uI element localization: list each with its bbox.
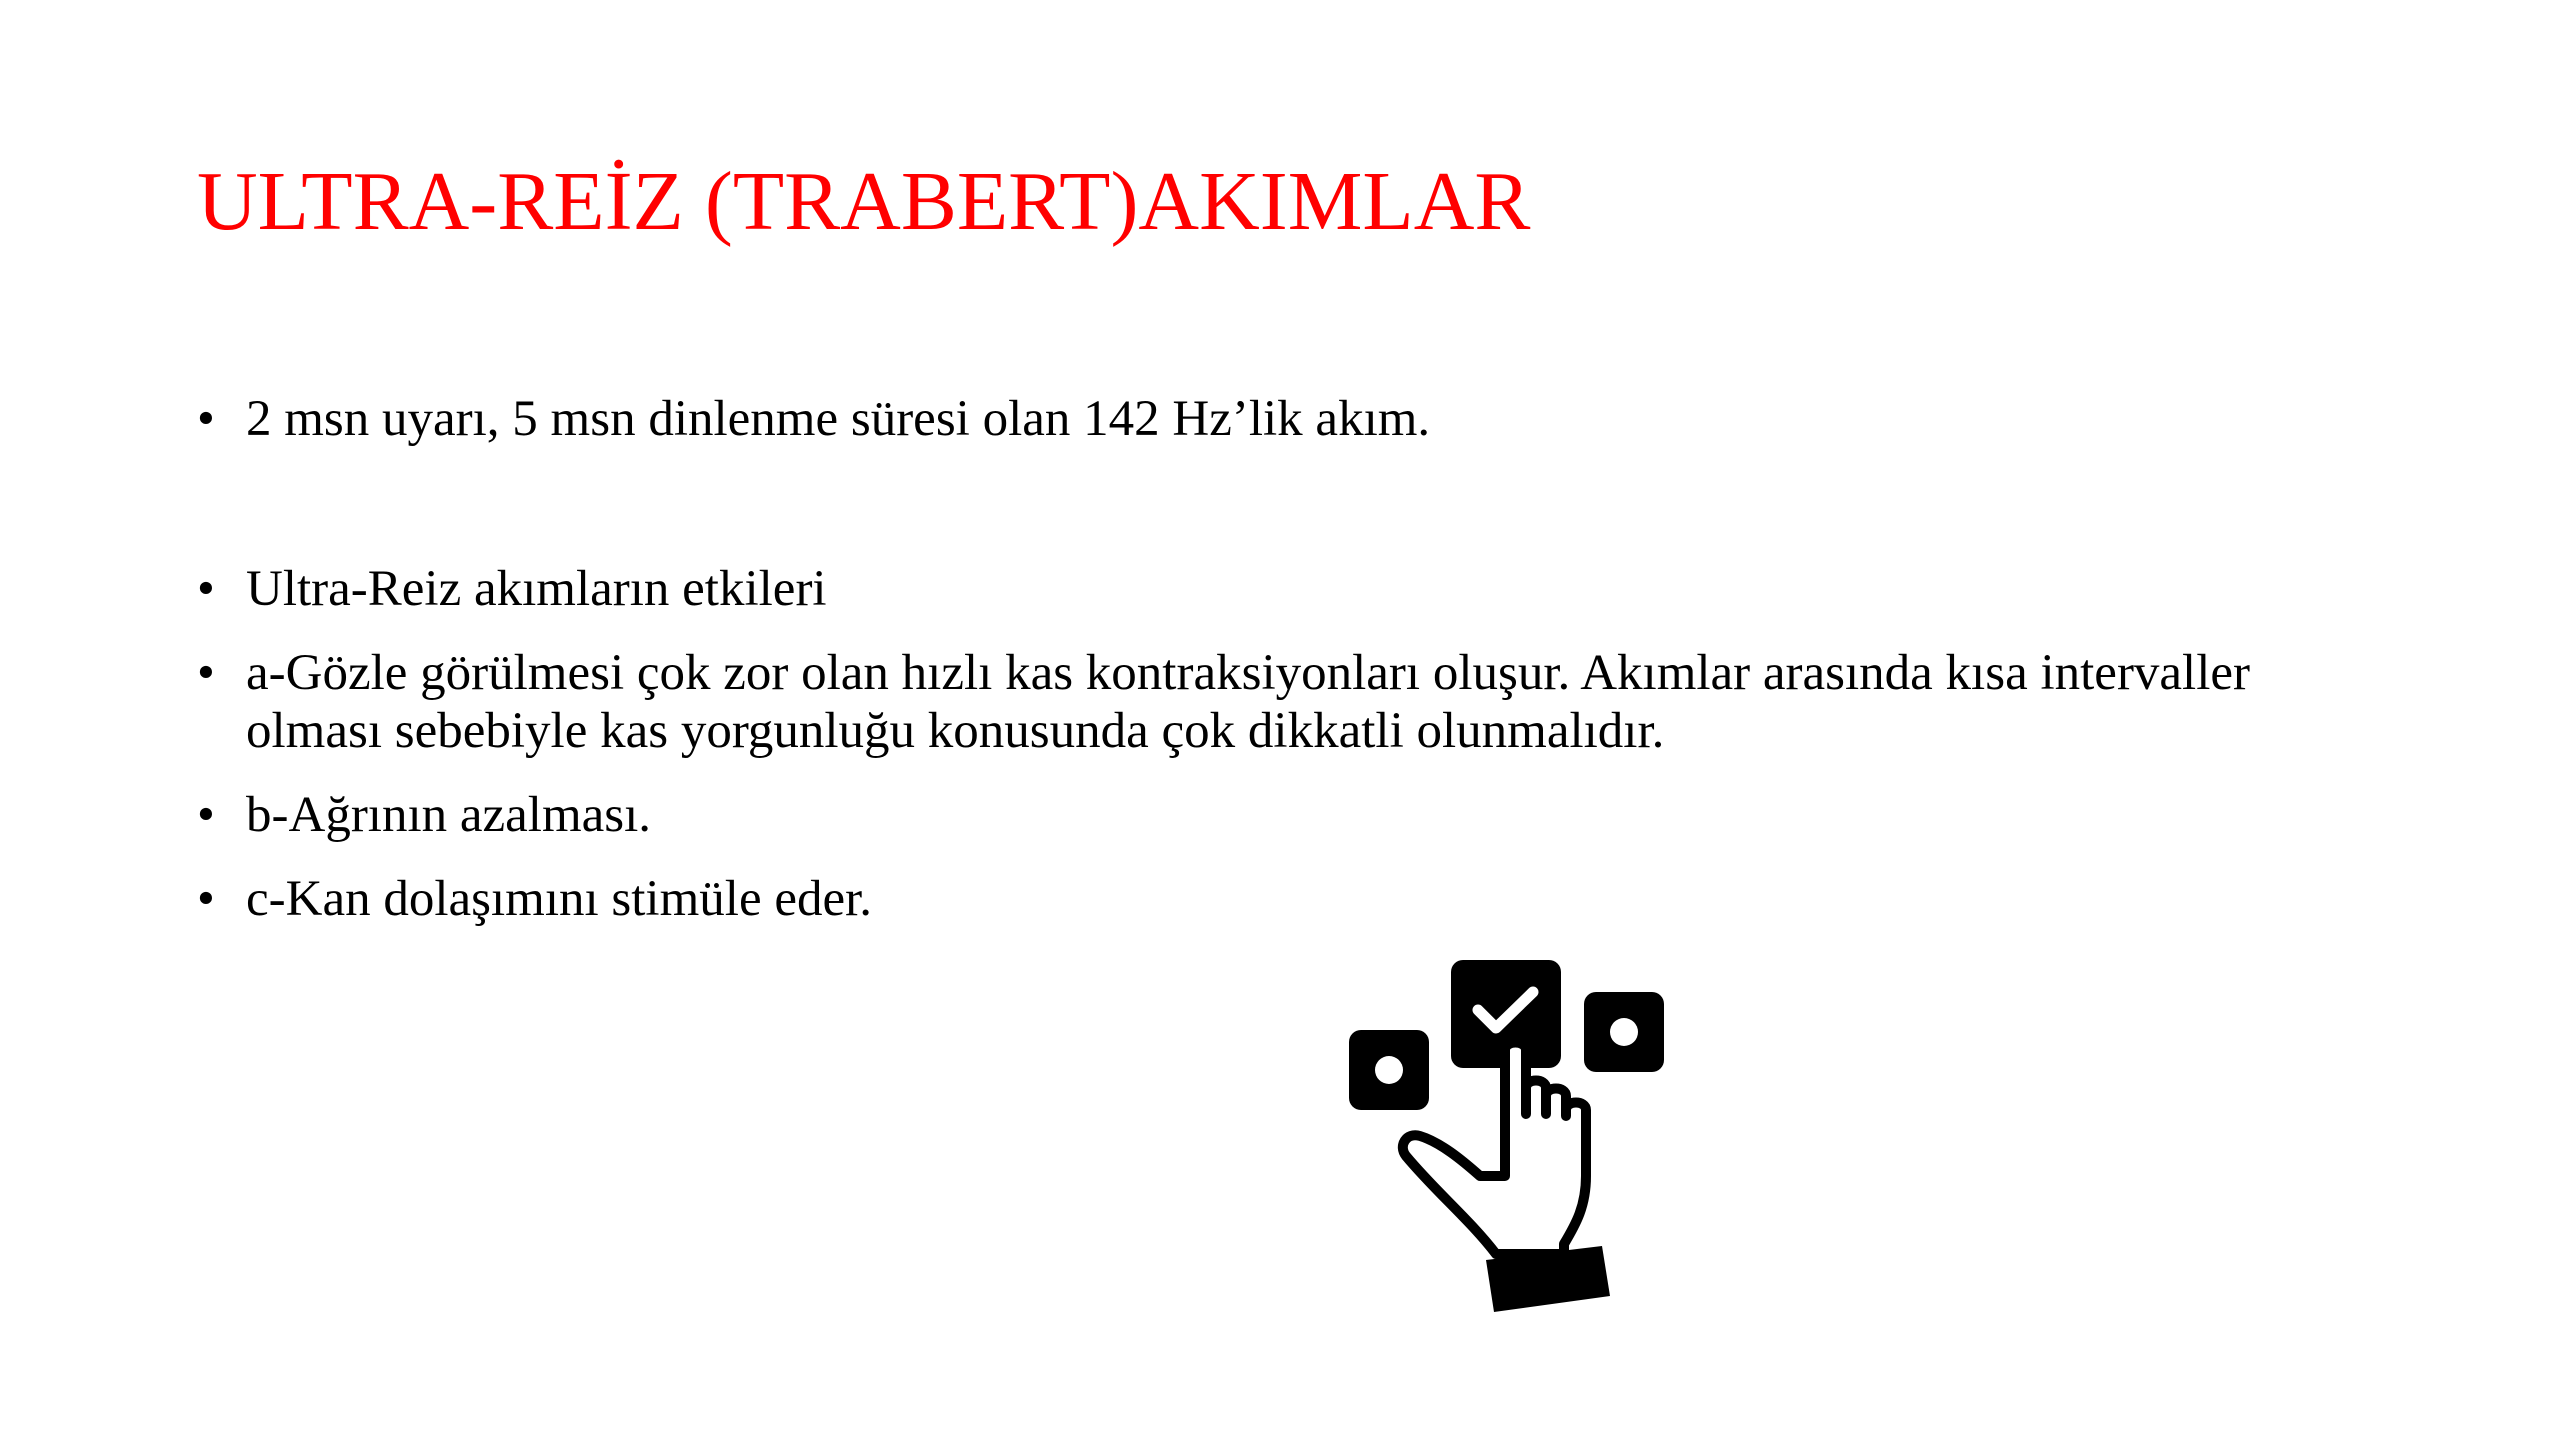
bullet-item	[197, 644, 2377, 760]
bullet-text: Ultra-Reiz akımların etkileri	[246, 561, 827, 617]
bullet-text: b-Ağrının azalması.	[246, 787, 652, 843]
bullet-item	[197, 870, 2377, 928]
bullet-text: a-Gözle görülmesi çok zor olan hızlı kas kontraksiyonları oluşur. Akımlar arasında kısa intervaller olması sebebiyle kas yorgunluğu konusunda çok dikkatli olunmalıdır.	[246, 645, 2251, 759]
slide-title: ULTRA-REİZ (TRABERT)AKIMLAR	[197, 155, 1531, 248]
bullet-item	[197, 786, 2377, 844]
bullet-marker: •	[197, 391, 215, 447]
bullet-item	[197, 560, 2377, 618]
bullet-text: 2 msn uyarı, 5 msn dinlenme süresi olan 142 Hz’lik akım.	[246, 391, 1431, 447]
bullet-text: c-Kan dolaşımını stimüle eder.	[246, 871, 873, 927]
hand-selecting-checkbox-icon	[1340, 948, 1670, 1320]
bullet-marker: •	[197, 645, 215, 701]
bullet-marker: •	[197, 871, 215, 927]
bullet-marker: •	[197, 787, 215, 843]
bullet-item	[197, 390, 2377, 448]
bullet-marker: •	[197, 561, 215, 617]
bullet-list	[197, 390, 2377, 928]
